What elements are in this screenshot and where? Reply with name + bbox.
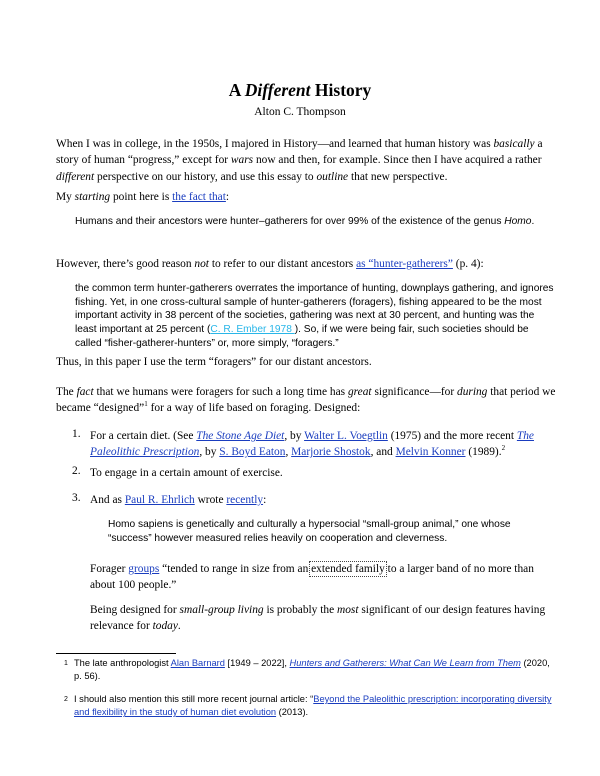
footnote-2: I should also mention this still more recent journal article: “Beyond the Paleolithic prescription: incorporating diversity and flexibility in the study of human diet evolution (2013). xyxy=(74,694,552,718)
forager-groups-paragraph: Forager groups “tended to range in size from an extended family to a larger band of no more than about 100 people.” xyxy=(90,563,534,592)
quote-hunter-gatherers: Humans and their ancestors were hunter–gatherers for over 99% of the existence of the genus Homo. xyxy=(75,216,535,227)
hunter-gatherers-link[interactable]: as “hunter-gatherers” xyxy=(356,258,453,270)
the-fact-that-link[interactable]: the fact that xyxy=(172,191,226,203)
eaton-link[interactable]: S. Boyd Eaton xyxy=(219,446,286,459)
document-title xyxy=(0,80,600,101)
list-number-1: 1. xyxy=(72,428,81,440)
thus-paragraph: Thus, in this paper I use the term “foragers” for our distant ancestors. xyxy=(56,356,372,368)
starting-paragraph: My starting point here is the fact that: xyxy=(56,191,230,203)
list-number-2: 2. xyxy=(72,465,81,477)
list-item-ehrlich: And as Paul R. Ehrlich wrote recently: xyxy=(90,494,267,506)
groups-link[interactable]: groups xyxy=(128,563,160,575)
ehrlich-link[interactable]: Paul R. Ehrlich xyxy=(124,494,195,506)
title-text-pre: A xyxy=(228,80,245,100)
extended-family-highlight[interactable]: extended family xyxy=(311,563,385,575)
hunters-gatherers-book-link[interactable]: Hunters and Gatherers: What Can We Learn from Them xyxy=(289,658,521,668)
beyond-paleolithic-link[interactable]: Beyond the Paleolithic prescription: incorporating diversity and flexibility in the study of human diet evolution xyxy=(74,694,552,718)
list-item-exercise: To engage in a certain amount of exercise. xyxy=(90,467,283,479)
fact-paragraph: The fact that we humans were foragers for such a long time has great significance—for during that period we became “designed”$^1$ for a way of life based on foraging. Designed: xyxy=(56,386,556,415)
footnote-divider xyxy=(56,653,176,654)
footnote-ref-2[interactable]: 2 xyxy=(501,444,506,453)
author-name: Alton C. Thompson xyxy=(254,106,346,118)
recently-link[interactable]: recently xyxy=(226,494,264,506)
title-text-post: History xyxy=(310,80,372,100)
intro-paragraph: When I was in college, in the 1950s, I majored in History—and learned that human history was basically a story of human “progress,” except for wars now and then, for example. Since then I have acquired a rather different perspective on our history, and use this essay to outline that new perspective. xyxy=(56,138,543,183)
small-group-paragraph: Being designed for small-group living is probably the most significant of our design features having relevance for today. xyxy=(90,604,546,633)
quote-ehrlich: Homo sapiens is genetically and culturally a hypersocial “small-group animal,” one whose “success” however measured relies heavily on cooperation and cleverness. xyxy=(108,519,511,544)
quote-foragers: the common term hunter-gatherers overrates the importance of hunting, downplays gathering, and ignores fishing. Yet, in one cross-cultural sample of hunter-gatherers (foragers), fishing appeared to be the most important activity in 38 percent of the societies, gathering was next at 30 percent, and hunting was the least important at 25 percent (C. R. Ember 1978 ). So, if we were being fair, such societies should be called “fisher-gatherer-hunters” or, more simply, “foragers.” xyxy=(75,283,554,349)
paleolithic-prescription-link[interactable]: The Paleolithic Prescription xyxy=(90,430,534,459)
title-text-italic: Different xyxy=(244,80,311,100)
however-paragraph: However, there’s good reason not to refer to our distant ancestors as “hunter-gatherers” (p. 4): xyxy=(56,258,484,270)
list-number-3: 3. xyxy=(72,492,81,504)
voegtlin-link[interactable]: Walter L. Voegtlin xyxy=(304,430,388,442)
konner-link[interactable]: Melvin Konner xyxy=(395,446,466,459)
footnote-mark-2: 2 xyxy=(64,696,68,703)
alan-barnard-link[interactable]: Alan Barnard xyxy=(170,658,225,668)
stone-age-diet-link[interactable]: The Stone Age Diet xyxy=(196,430,285,442)
footnote-mark-1: 1 xyxy=(64,660,68,667)
shostok-link[interactable]: Marjorie Shostok xyxy=(291,446,371,459)
ember-1978-link[interactable]: C. R. Ember 1978 xyxy=(210,324,295,336)
list-item-diet: For a certain diet. (See The Stone Age Diet, by Walter L. Voegtlin (1975) and the more recent The Paleolithic Prescription, by S. Boyd Eaton, Marjorie Shostok, and Melvin Konner (1989).$^2$ xyxy=(90,430,534,459)
footnote-1: The late anthropologist Alan Barnard [1949 – 2022], Hunters and Gatherers: What Can We Learn from Them (2020, p. 56). xyxy=(74,658,550,682)
footnote-ref-1[interactable]: 1 xyxy=(144,400,148,409)
